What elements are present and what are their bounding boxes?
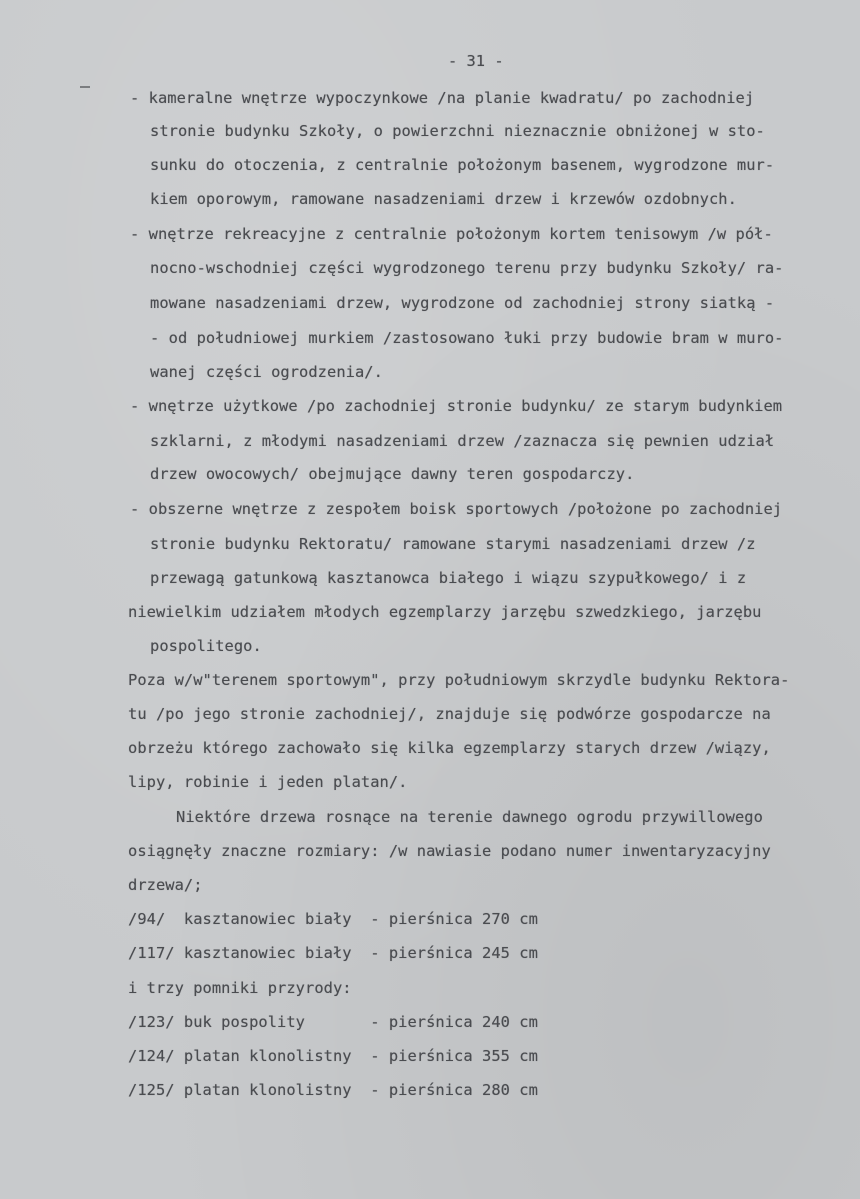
text-line: /117/ kasztanowiec biały - pierśnica 245 cm — [128, 944, 538, 962]
text-line: /123/ buk pospolity - pierśnica 240 cm — [128, 1013, 538, 1031]
text-line: - wnętrze rekreacyjne z centralnie położonym kortem tenisowym /w pół- — [130, 225, 773, 243]
text-line: /125/ platan klonolistny - pierśnica 280 cm — [128, 1081, 538, 1099]
text-line: kiem oporowym, ramowane nasadzeniami drzew i krzewów ozdobnych. — [150, 190, 737, 208]
text-line: Niektóre drzewa rosnące na terenie dawnego ogrodu przywillowego — [176, 808, 763, 826]
text-line: tu /po jego stronie zachodniej/, znajduje się podwórze gospodarcze na — [128, 705, 771, 723]
text-line: pospolitego. — [150, 637, 262, 655]
text-line: /124/ platan klonolistny - pierśnica 355 cm — [128, 1047, 538, 1065]
text-line: Poza w/w"terenem sportowym", przy południowym skrzydle budynku Rektora- — [128, 671, 790, 689]
text-line: - obszerne wnętrze z zespołem boisk sportowych /położone po zachodniej — [130, 500, 783, 518]
text-line: osiągnęły znaczne rozmiary: /w nawiasie podano numer inwentaryzacyjny — [128, 842, 771, 860]
text-line: sunku do otoczenia, z centralnie położonym basenem, wygrodzone mur- — [150, 156, 775, 174]
text-line: obrzeżu którego zachowało się kilka egzemplarzy starych drzew /wiązy, — [128, 739, 771, 757]
margin-dash — [80, 86, 90, 88]
text-line: drzew owocowych/ obejmujące dawny teren gospodarczy. — [150, 465, 635, 483]
text-line: przewagą gatunkową kasztanowca białego i wiązu szypułkowego/ i z — [150, 569, 747, 587]
text-line: - wnętrze użytkowe /po zachodniej stronie budynku/ ze starym budynkiem — [130, 397, 783, 415]
text-line: nocno-wschodniej części wygrodzonego terenu przy budynku Szkoły/ ra- — [150, 259, 784, 277]
page-number: - 31 - — [448, 52, 504, 70]
text-line: szklarni, z młodymi nasadzeniami drzew /zaznacza się pewnien udział — [150, 432, 775, 450]
text-line: wanej części ogrodzenia/. — [150, 363, 383, 381]
text-line: drzewa/; — [128, 876, 203, 894]
text-line: mowane nasadzeniami drzew, wygrodzone od zachodniej strony siatką - — [150, 294, 775, 312]
text-line: lipy, robinie i jeden platan/. — [128, 773, 408, 791]
text-line: - kameralne wnętrze wypoczynkowe /na planie kwadratu/ po zachodniej — [130, 89, 755, 107]
text-line: i trzy pomniki przyrody: — [128, 979, 352, 997]
text-line: /94/ kasztanowiec biały - pierśnica 270 cm — [128, 910, 538, 928]
text-line: - od południowej murkiem /zastosowano łuki przy budowie bram w muro- — [150, 329, 784, 347]
text-line: niewielkim udziałem młodych egzemplarzy jarzębu szwedzkiego, jarzębu — [128, 603, 762, 621]
text-line: stronie budynku Rektoratu/ ramowane starymi nasadzeniami drzew /z — [150, 535, 756, 553]
text-line: stronie budynku Szkoły, o powierzchni nieznacznie obniżonej w sto- — [150, 122, 765, 140]
